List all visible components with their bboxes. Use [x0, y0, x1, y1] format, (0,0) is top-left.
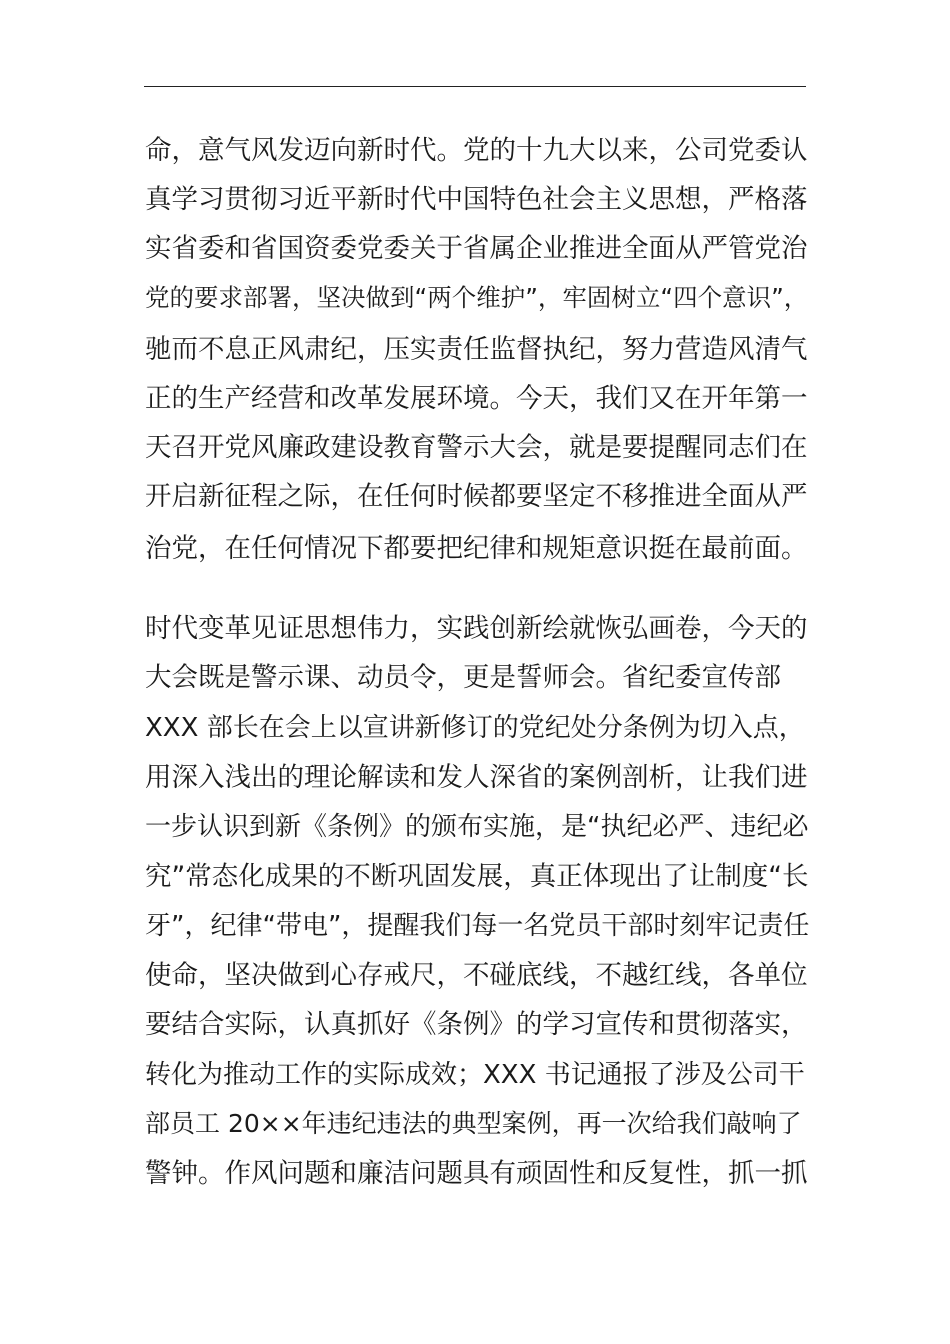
paragraph-2-line-4: 用深入浅出的理论解读和发人深省的案例剖析，让我们进 [145, 762, 808, 793]
paragraph-1-line-3: 实省委和省国资委党委关于省属企业推进全面从严管党治 [145, 233, 808, 264]
paragraph-1-line-9: 治党，在任何情况下都要把纪律和规矩意识挺在最前面。 [145, 533, 808, 564]
paragraph-1-line-2: 真学习贯彻习近平新时代中国特色社会主义思想，严格落 [145, 184, 808, 215]
paragraph-1-line-5: 驰而不息正风肃纪，压实责任监督执纪，努力营造风清气 [145, 334, 808, 365]
paragraph-2-line-1: 时代变革见证思想伟力，实践创新绘就恢弘画卷，今天的 [145, 613, 808, 644]
paragraph-2-line-5: 一步认识到新《条例》的颁布实施，是“执纪必严、违纪必 [145, 812, 809, 842]
paragraph-2-line-11: 部员工 20××年违纪违法的典型案例，再一次给我们敲响了 [145, 1109, 802, 1138]
paragraph-1-line-8: 开启新征程之际，在任何时候都要坚定不移推进全面从严 [145, 481, 808, 512]
paragraph-2-line-8: 使命，坚决做到心存戒尺，不碰底线，不越红线，各单位 [145, 960, 808, 991]
paragraph-1-line-7: 天召开党风廉政建设教育警示大会，就是要提醒同志们在 [145, 432, 808, 463]
paragraph-2-line-6: 究”常态化成果的不断巩固发展，真正体现出了让制度“长 [145, 861, 809, 892]
paragraph-2-line-7: 牙”，纪律“带电”，提醒我们每一名党员干部时刻牢记责任 [145, 911, 810, 941]
paragraph-1-line-6: 正的生产经营和改革发展环境。今天，我们又在开年第一 [145, 383, 808, 414]
paragraph-2-line-12: 警钟。作风问题和廉洁问题具有顽固性和反复性，抓一抓 [145, 1158, 808, 1189]
paragraph-2-line-2: 大会既是警示课、动员令，更是誓师会。省纪委宣传部 [145, 662, 781, 693]
paragraph-1-line-4: 党的要求部署，坚决做到“两个维护”，牢固树立“四个意识”， [145, 283, 809, 312]
header-rule [144, 86, 806, 87]
paragraph-2-line-3: XXX 部长在会上以宣讲新修订的党纪处分条例为切入点， [145, 713, 805, 743]
paragraph-2-line-9: 要结合实际，认真抓好《条例》的学习宣传和贯彻落实， [145, 1009, 808, 1040]
paragraph-1-line-1: 命，意气风发迈向新时代。党的十九大以来，公司党委认 [145, 135, 808, 166]
paragraph-2-line-10: 转化为推动工作的实际成效；XXX 书记通报了涉及公司干 [145, 1060, 805, 1090]
